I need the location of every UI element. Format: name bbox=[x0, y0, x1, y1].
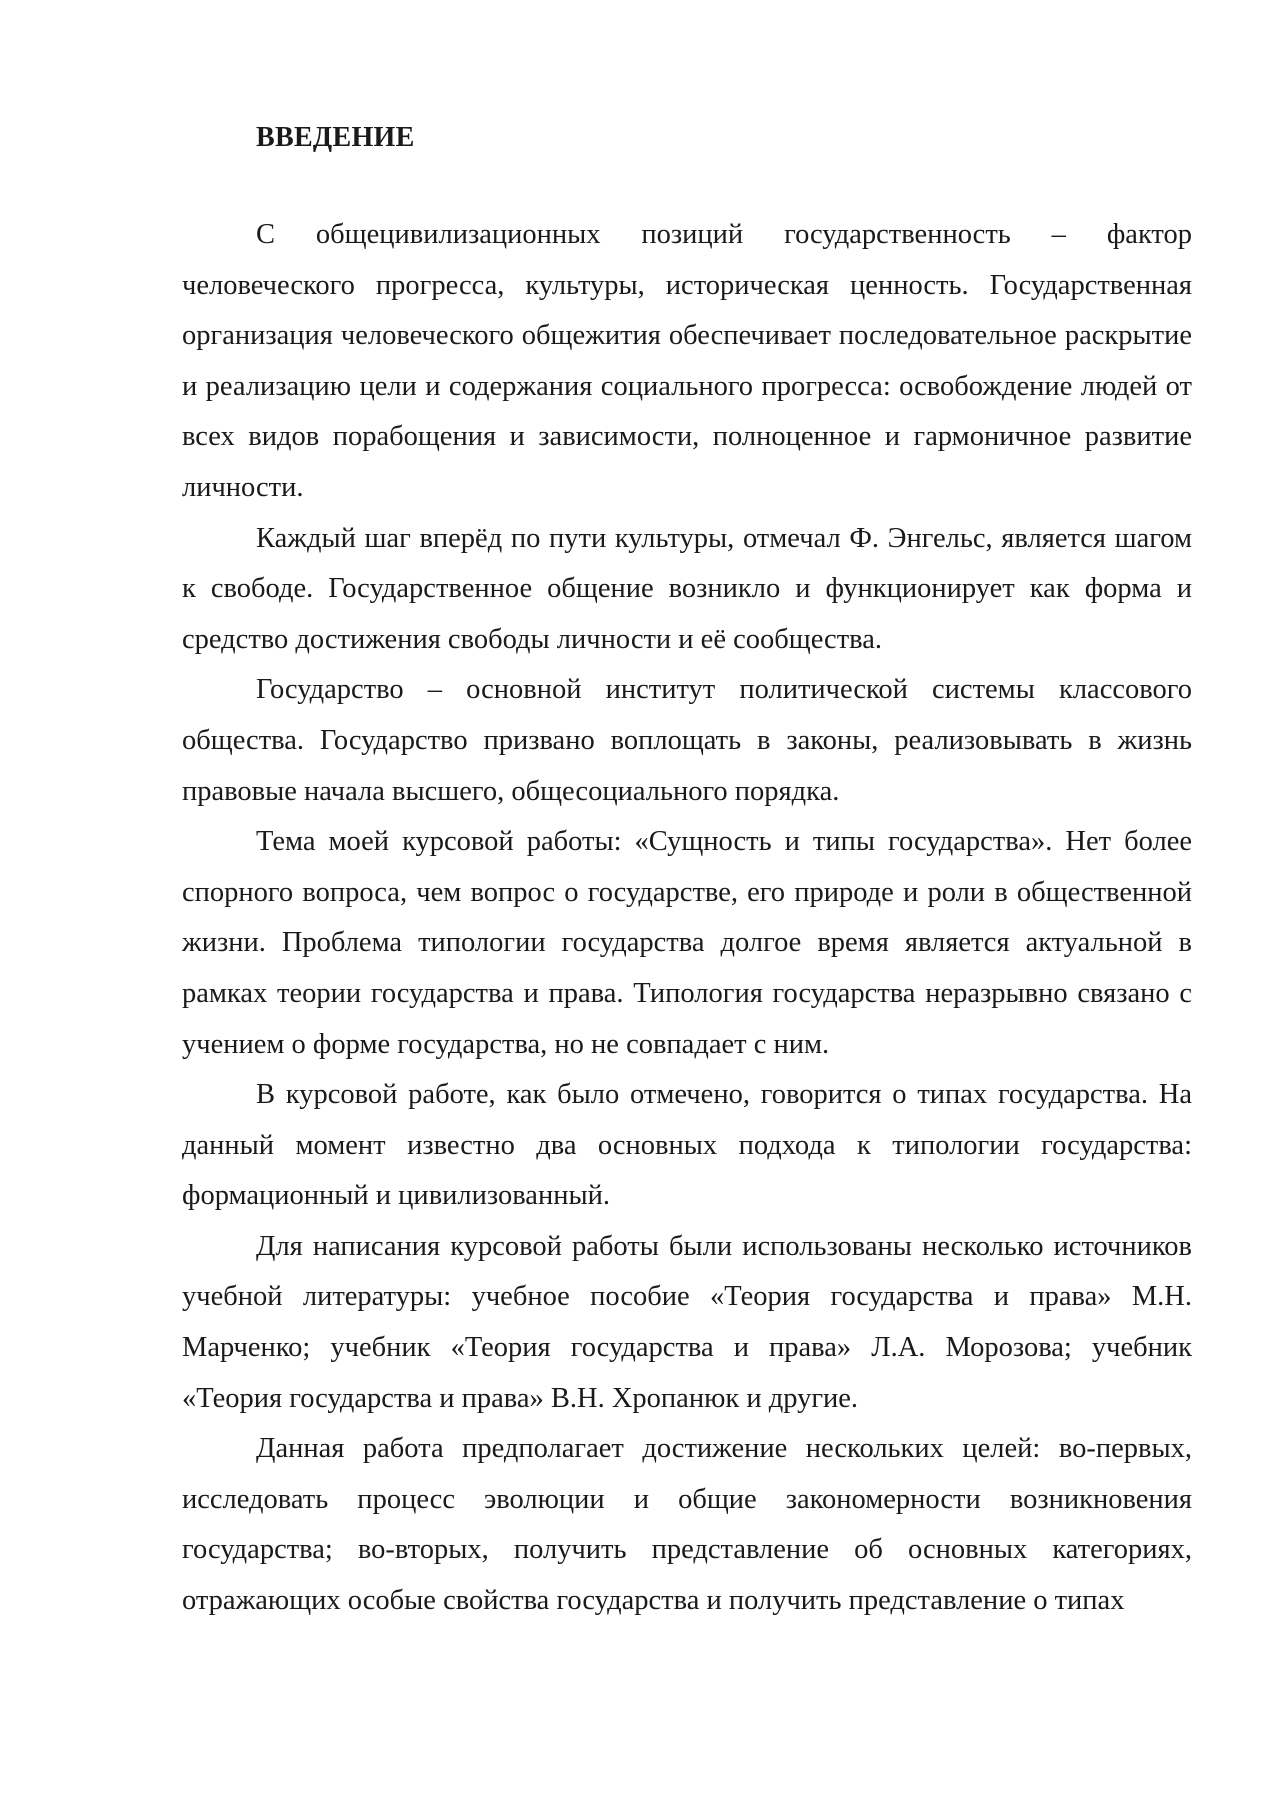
section-heading: ВВЕДЕНИЕ bbox=[256, 122, 415, 153]
document-body bbox=[182, 118, 1192, 1627]
paragraph-2: Каждый шаг вперёд по пути культуры, отмечал Ф. Энгельс, является шагом к свободе. Государственное общение возникло и функционирует как форма и средство достижения свободы личности и её сообщества. bbox=[182, 522, 1192, 655]
paragraph-3: Государство – основной институт политической системы классового общества. Государство призвано воплощать в законы, реализовывать в жизнь правовые начала высшего, общесоциального порядка. bbox=[182, 674, 1192, 807]
paragraph-5: В курсовой работе, как было отмечено, говорится о типах государства. На данный момент известно два основных подхода к типологии государства: формационный и цивилизованный. bbox=[182, 1079, 1192, 1212]
paragraph-7: Данная работа предполагает достижение нескольких целей: во-первых, исследовать процесс эволюции и общие закономерности возникновения государства; во-вторых, получить представление об основных категориях, отражающих особые свойства государства и получить представление о типах bbox=[182, 1433, 1192, 1617]
paragraph-6: Для написания курсовой работы были использованы несколько источников учебной литературы: учебное пособие «Теория государства и права» М.Н. Марченко; учебник «Теория государства и права» Л.А. Морозова; учебник «Теория государства и права» В.Н. Хропанюк и другие. bbox=[182, 1230, 1192, 1414]
paragraph-4: Тема моей курсовой работы: «Сущность и типы государства». Нет более спорного вопроса, чем вопрос о государстве, его природе и роли в общественной жизни. Проблема типологии государства долгое время является актуальной в рамках теории государства и права. Типология государства неразрывно связано с учением о форме государства, но не совпадает с ним. bbox=[182, 826, 1192, 1060]
paragraph-1: С общецивилизационных позиций государственность – фактор человеческого прогресса, культуры, историческая ценность. Государственная организация человеческого общежития обеспечивает последовательное раскрытие и реализацию цели и содержания социального прогресса: освобождение людей от всех видов порабощения и зависимости, полноценное и гармоничное развитие личности. bbox=[182, 219, 1192, 503]
